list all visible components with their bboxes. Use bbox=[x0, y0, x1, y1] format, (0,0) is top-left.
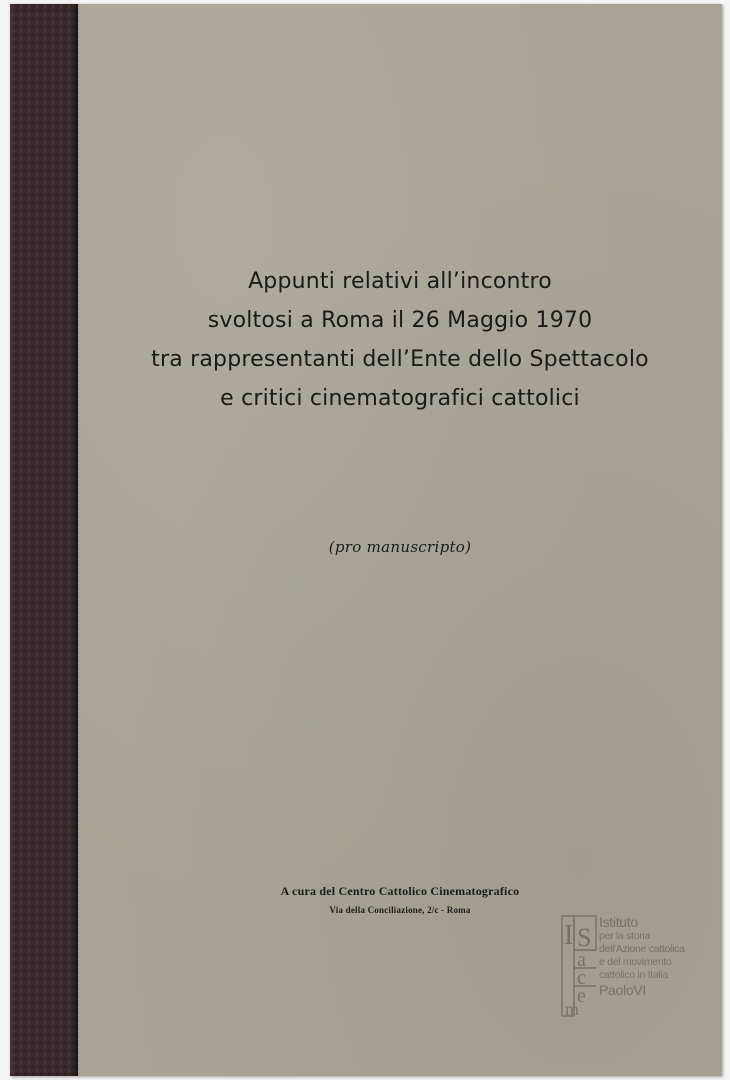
publisher-line: A cura del Centro Cattolico Cinematografico bbox=[280, 884, 520, 898]
watermark-line-2: per la storia bbox=[599, 930, 650, 942]
publisher-address: Via della Conciliazione, 2/c - Roma bbox=[329, 905, 471, 915]
svg-text:c: c bbox=[577, 967, 586, 989]
svg-text:e: e bbox=[577, 985, 586, 1007]
title-line-2: svoltosi a Roma il 26 Maggio 1970 bbox=[207, 308, 593, 333]
watermark-line-1: Istituto bbox=[599, 914, 638, 930]
watermark-text bbox=[599, 914, 685, 998]
title-line-3: tra rappresentanti dell’Ente dello Spettacolo bbox=[151, 347, 649, 372]
watermark-line-5: cattolico in Italia bbox=[599, 969, 669, 981]
isacem-watermark bbox=[561, 914, 721, 1018]
svg-text:m: m bbox=[565, 999, 580, 1018]
svg-text:S: S bbox=[577, 923, 592, 952]
watermark-line-4: e del movimento bbox=[599, 956, 672, 968]
svg-text:I: I bbox=[564, 920, 574, 951]
watermark-line-6: PaoloVI bbox=[599, 982, 646, 998]
isacem-logo-icon bbox=[561, 914, 599, 1018]
document-title bbox=[80, 262, 720, 418]
watermark-line-3: dell'Azione cattolica bbox=[599, 943, 685, 955]
svg-text:a: a bbox=[577, 949, 586, 971]
title-line-1: Appunti relativi all’incontro bbox=[248, 269, 552, 294]
leather-spine bbox=[10, 4, 78, 1076]
spine-shadow bbox=[76, 4, 79, 1076]
title-line-4: e critici cinematografici cattolici bbox=[220, 386, 580, 411]
document-subtitle: (pro manuscripto) bbox=[328, 538, 472, 556]
